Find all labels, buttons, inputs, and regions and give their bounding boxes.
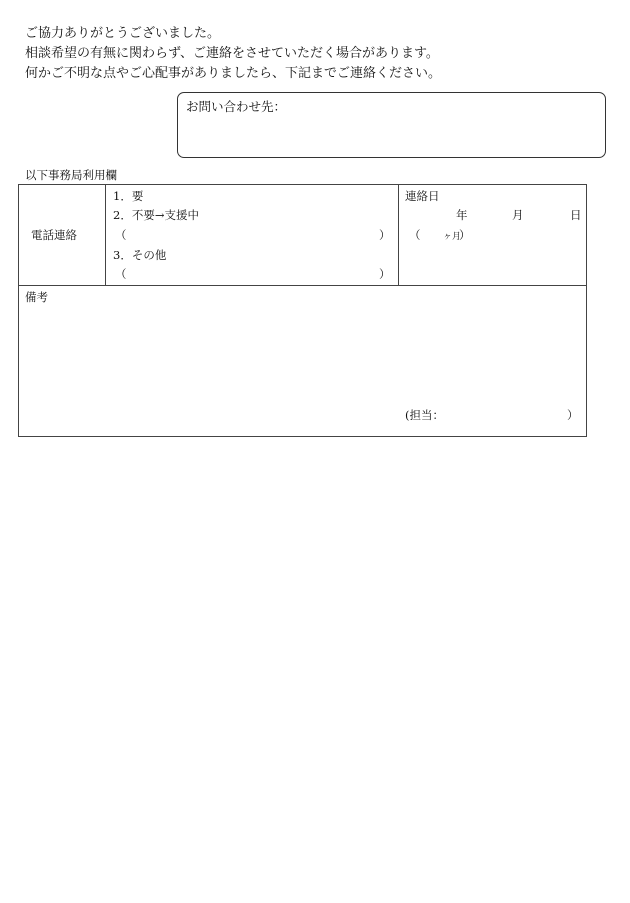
table-divider-right <box>398 185 399 285</box>
staff-label-close: ） <box>567 408 579 422</box>
option-required: 1．要 <box>113 189 144 203</box>
option-not-required-supporting: 2．不要→支援中 <box>113 208 199 222</box>
contact-label: お問い合わせ先： <box>186 99 287 114</box>
staff-label-open: (担当： <box>405 408 444 422</box>
months-unit: ヶ月 <box>443 232 462 242</box>
option2-paren-close: ） <box>379 228 391 242</box>
months-paren-open: （ <box>409 228 421 242</box>
intro-line-contact-notice: 相談希望の有無に関わらず、ご連絡をさせていただく場合があります。 <box>25 46 439 61</box>
date-day-unit: 日 <box>570 208 582 222</box>
option-other: 3．その他 <box>113 248 167 262</box>
date-month-unit: 月 <box>512 208 524 222</box>
contact-info-box <box>177 92 606 158</box>
table-divider-left <box>105 185 106 285</box>
notes-label: 備考 <box>25 290 48 304</box>
contact-date-label: 連絡日 <box>405 189 440 203</box>
option3-paren-open: （ <box>115 267 127 281</box>
office-use-section-label: 以下事務局利用欄 <box>25 168 117 182</box>
months-paren-close: ） <box>459 228 471 242</box>
phone-contact-header: 電話連絡 <box>31 228 77 242</box>
intro-line-inquiry-guide: 何かご不明な点やご心配事がありましたら、下記までご連絡ください。 <box>25 66 442 81</box>
date-year-unit: 年 <box>456 208 468 222</box>
table-divider-horizontal <box>19 285 586 286</box>
office-use-table <box>18 184 587 437</box>
option2-paren-open: （ <box>115 228 127 242</box>
intro-line-thanks: ご協力ありがとうございました。 <box>25 26 221 41</box>
intro-message <box>25 24 441 84</box>
option3-paren-close: ） <box>379 267 391 281</box>
